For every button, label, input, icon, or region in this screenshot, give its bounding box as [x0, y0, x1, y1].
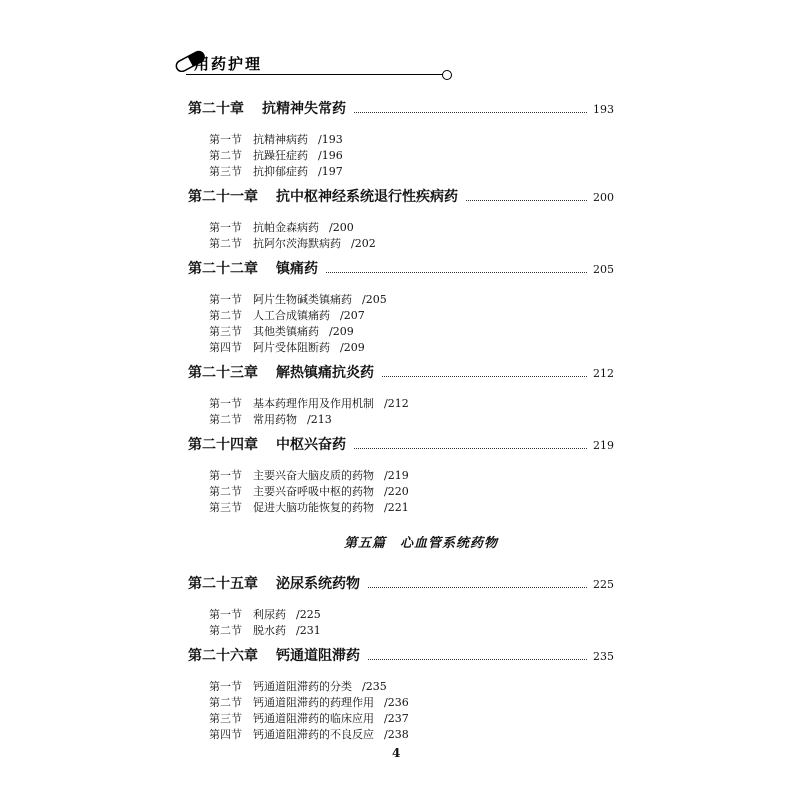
section-page: /196 [318, 149, 343, 162]
section-title: 人工合成镇痛药 [253, 309, 330, 322]
section-page: /200 [329, 221, 354, 234]
section-page: /237 [384, 712, 409, 725]
section-entry[interactable] [209, 324, 614, 340]
chapter-entry[interactable] [188, 573, 614, 593]
section-page: /225 [296, 608, 321, 621]
chapter-number: 第二十章 [188, 101, 244, 117]
section-number: 第一节 [209, 133, 242, 146]
chapter-number: 第二十六章 [188, 648, 258, 664]
section-entry[interactable] [209, 484, 614, 500]
chapter-page: 212 [593, 367, 614, 380]
page-number: 4 [392, 746, 401, 760]
section-number: 第一节 [209, 469, 242, 482]
running-header [172, 50, 282, 76]
chapter-title: 镇痛药 [276, 261, 318, 277]
section-list [209, 679, 614, 743]
dot-leader [368, 587, 587, 588]
section-number: 第三节 [209, 165, 242, 178]
section-title: 基本药理作用及作用机制 [253, 397, 374, 410]
section-title: 抗阿尔茨海默病药 [253, 237, 341, 250]
chapter-number: 第二十三章 [188, 365, 258, 381]
section-page: /209 [329, 325, 354, 338]
chapter-title: 钙通道阻滞药 [276, 648, 360, 664]
section-title: 常用药物 [253, 413, 297, 426]
chapter-entry[interactable] [188, 434, 614, 454]
section-page: /236 [384, 696, 409, 709]
section-title: 利尿药 [253, 608, 286, 621]
section-entry[interactable] [209, 132, 614, 148]
header-title: 用药护理 [194, 55, 263, 73]
section-title: 抗精神病药 [253, 133, 308, 146]
section-page: /235 [362, 680, 387, 693]
header-rule [186, 74, 444, 75]
section-list [209, 292, 614, 356]
section-title: 钙通道阻滞药的不良反应 [253, 728, 374, 741]
chapter-entry[interactable] [188, 186, 614, 206]
section-title: 抗抑郁症药 [253, 165, 308, 178]
section-entry[interactable] [209, 308, 614, 324]
section-page: /197 [318, 165, 343, 178]
section-number: 第二节 [209, 149, 242, 162]
chapter-page: 200 [593, 191, 614, 204]
part-heading: 第五篇 心血管系统药物 [343, 536, 498, 551]
section-number: 第四节 [209, 341, 242, 354]
chapter-number: 第二十四章 [188, 437, 258, 453]
section-page: /202 [351, 237, 376, 250]
dot-leader [368, 659, 587, 660]
section-entry[interactable] [209, 340, 614, 356]
section-list [209, 132, 614, 180]
section-title: 主要兴奋呼吸中枢的药物 [253, 485, 374, 498]
section-number: 第一节 [209, 221, 242, 234]
section-number: 第一节 [209, 680, 242, 693]
section-page: /213 [307, 413, 332, 426]
section-entry[interactable] [209, 164, 614, 180]
section-number: 第三节 [209, 712, 242, 725]
chapter-number: 第二十二章 [188, 261, 258, 277]
section-title: 钙通道阻滞药的分类 [253, 680, 352, 693]
chapter-entry[interactable] [188, 98, 614, 118]
chapter-page: 235 [593, 650, 614, 663]
section-title: 钙通道阻滞药的临床应用 [253, 712, 374, 725]
section-title: 阿片受体阻断药 [253, 341, 330, 354]
section-title: 其他类镇痛药 [253, 325, 319, 338]
section-page: /238 [384, 728, 409, 741]
section-number: 第二节 [209, 696, 242, 709]
chapter-title: 解热镇痛抗炎药 [276, 365, 374, 381]
section-page: /205 [362, 293, 387, 306]
chapter-page: 225 [593, 578, 614, 591]
chapter-title: 抗中枢神经系统退行性疾病药 [276, 189, 458, 205]
section-title: 主要兴奋大脑皮质的药物 [253, 469, 374, 482]
chapter-entry[interactable] [188, 645, 614, 665]
dot-leader [382, 376, 587, 377]
section-page: /209 [340, 341, 365, 354]
section-number: 第二节 [209, 309, 242, 322]
section-entry[interactable] [209, 679, 614, 695]
chapter-entry[interactable] [188, 362, 614, 382]
section-number: 第三节 [209, 325, 242, 338]
chapter-title: 抗精神失常药 [262, 101, 346, 117]
section-number: 第一节 [209, 608, 242, 621]
section-list [209, 396, 614, 428]
section-title: 抗帕金森病药 [253, 221, 319, 234]
section-list [209, 220, 614, 252]
chapter-page: 193 [593, 103, 614, 116]
section-entry[interactable] [209, 236, 614, 252]
section-list [209, 607, 614, 639]
section-page: /219 [384, 469, 409, 482]
section-entry[interactable] [209, 623, 614, 639]
section-title: 阿片生物碱类镇痛药 [253, 293, 352, 306]
dot-leader [354, 112, 587, 113]
header-rule-end-dot [442, 70, 452, 80]
section-number: 第二节 [209, 624, 242, 637]
section-number: 第一节 [209, 397, 242, 410]
section-number: 第二节 [209, 485, 242, 498]
section-entry[interactable] [209, 695, 614, 711]
section-number: 第四节 [209, 728, 242, 741]
section-page: /220 [384, 485, 409, 498]
section-number: 第二节 [209, 237, 242, 250]
section-entry[interactable] [209, 500, 614, 516]
section-title: 抗躁狂症药 [253, 149, 308, 162]
chapter-title: 泌尿系统药物 [276, 576, 360, 592]
section-entry[interactable] [209, 396, 614, 412]
section-number: 第三节 [209, 501, 242, 514]
chapter-number: 第二十五章 [188, 576, 258, 592]
table-of-contents [188, 98, 614, 745]
section-page: /193 [318, 133, 343, 146]
section-entry[interactable] [209, 607, 614, 623]
dot-leader [354, 448, 587, 449]
chapter-title: 中枢兴奋药 [276, 437, 346, 453]
section-page: /231 [296, 624, 321, 637]
dot-leader [326, 272, 587, 273]
section-entry[interactable] [209, 412, 614, 428]
section-entry[interactable] [209, 727, 614, 743]
section-entry[interactable] [209, 292, 614, 308]
section-title: 脱水药 [253, 624, 286, 637]
section-entry[interactable] [209, 220, 614, 236]
section-entry[interactable] [209, 148, 614, 164]
section-title: 钙通道阻滞药的药理作用 [253, 696, 374, 709]
chapter-number: 第二十一章 [188, 189, 258, 205]
section-number: 第二节 [209, 413, 242, 426]
chapter-page: 219 [593, 439, 614, 452]
section-entry[interactable] [209, 711, 614, 727]
chapter-page: 205 [593, 263, 614, 276]
section-page: /221 [384, 501, 409, 514]
chapter-entry[interactable] [188, 258, 614, 278]
section-page: /212 [384, 397, 409, 410]
section-title: 促进大脑功能恢复的药物 [253, 501, 374, 514]
section-list [209, 468, 614, 516]
dot-leader [466, 200, 587, 201]
section-entry[interactable] [209, 468, 614, 484]
section-number: 第一节 [209, 293, 242, 306]
section-page: /207 [340, 309, 365, 322]
